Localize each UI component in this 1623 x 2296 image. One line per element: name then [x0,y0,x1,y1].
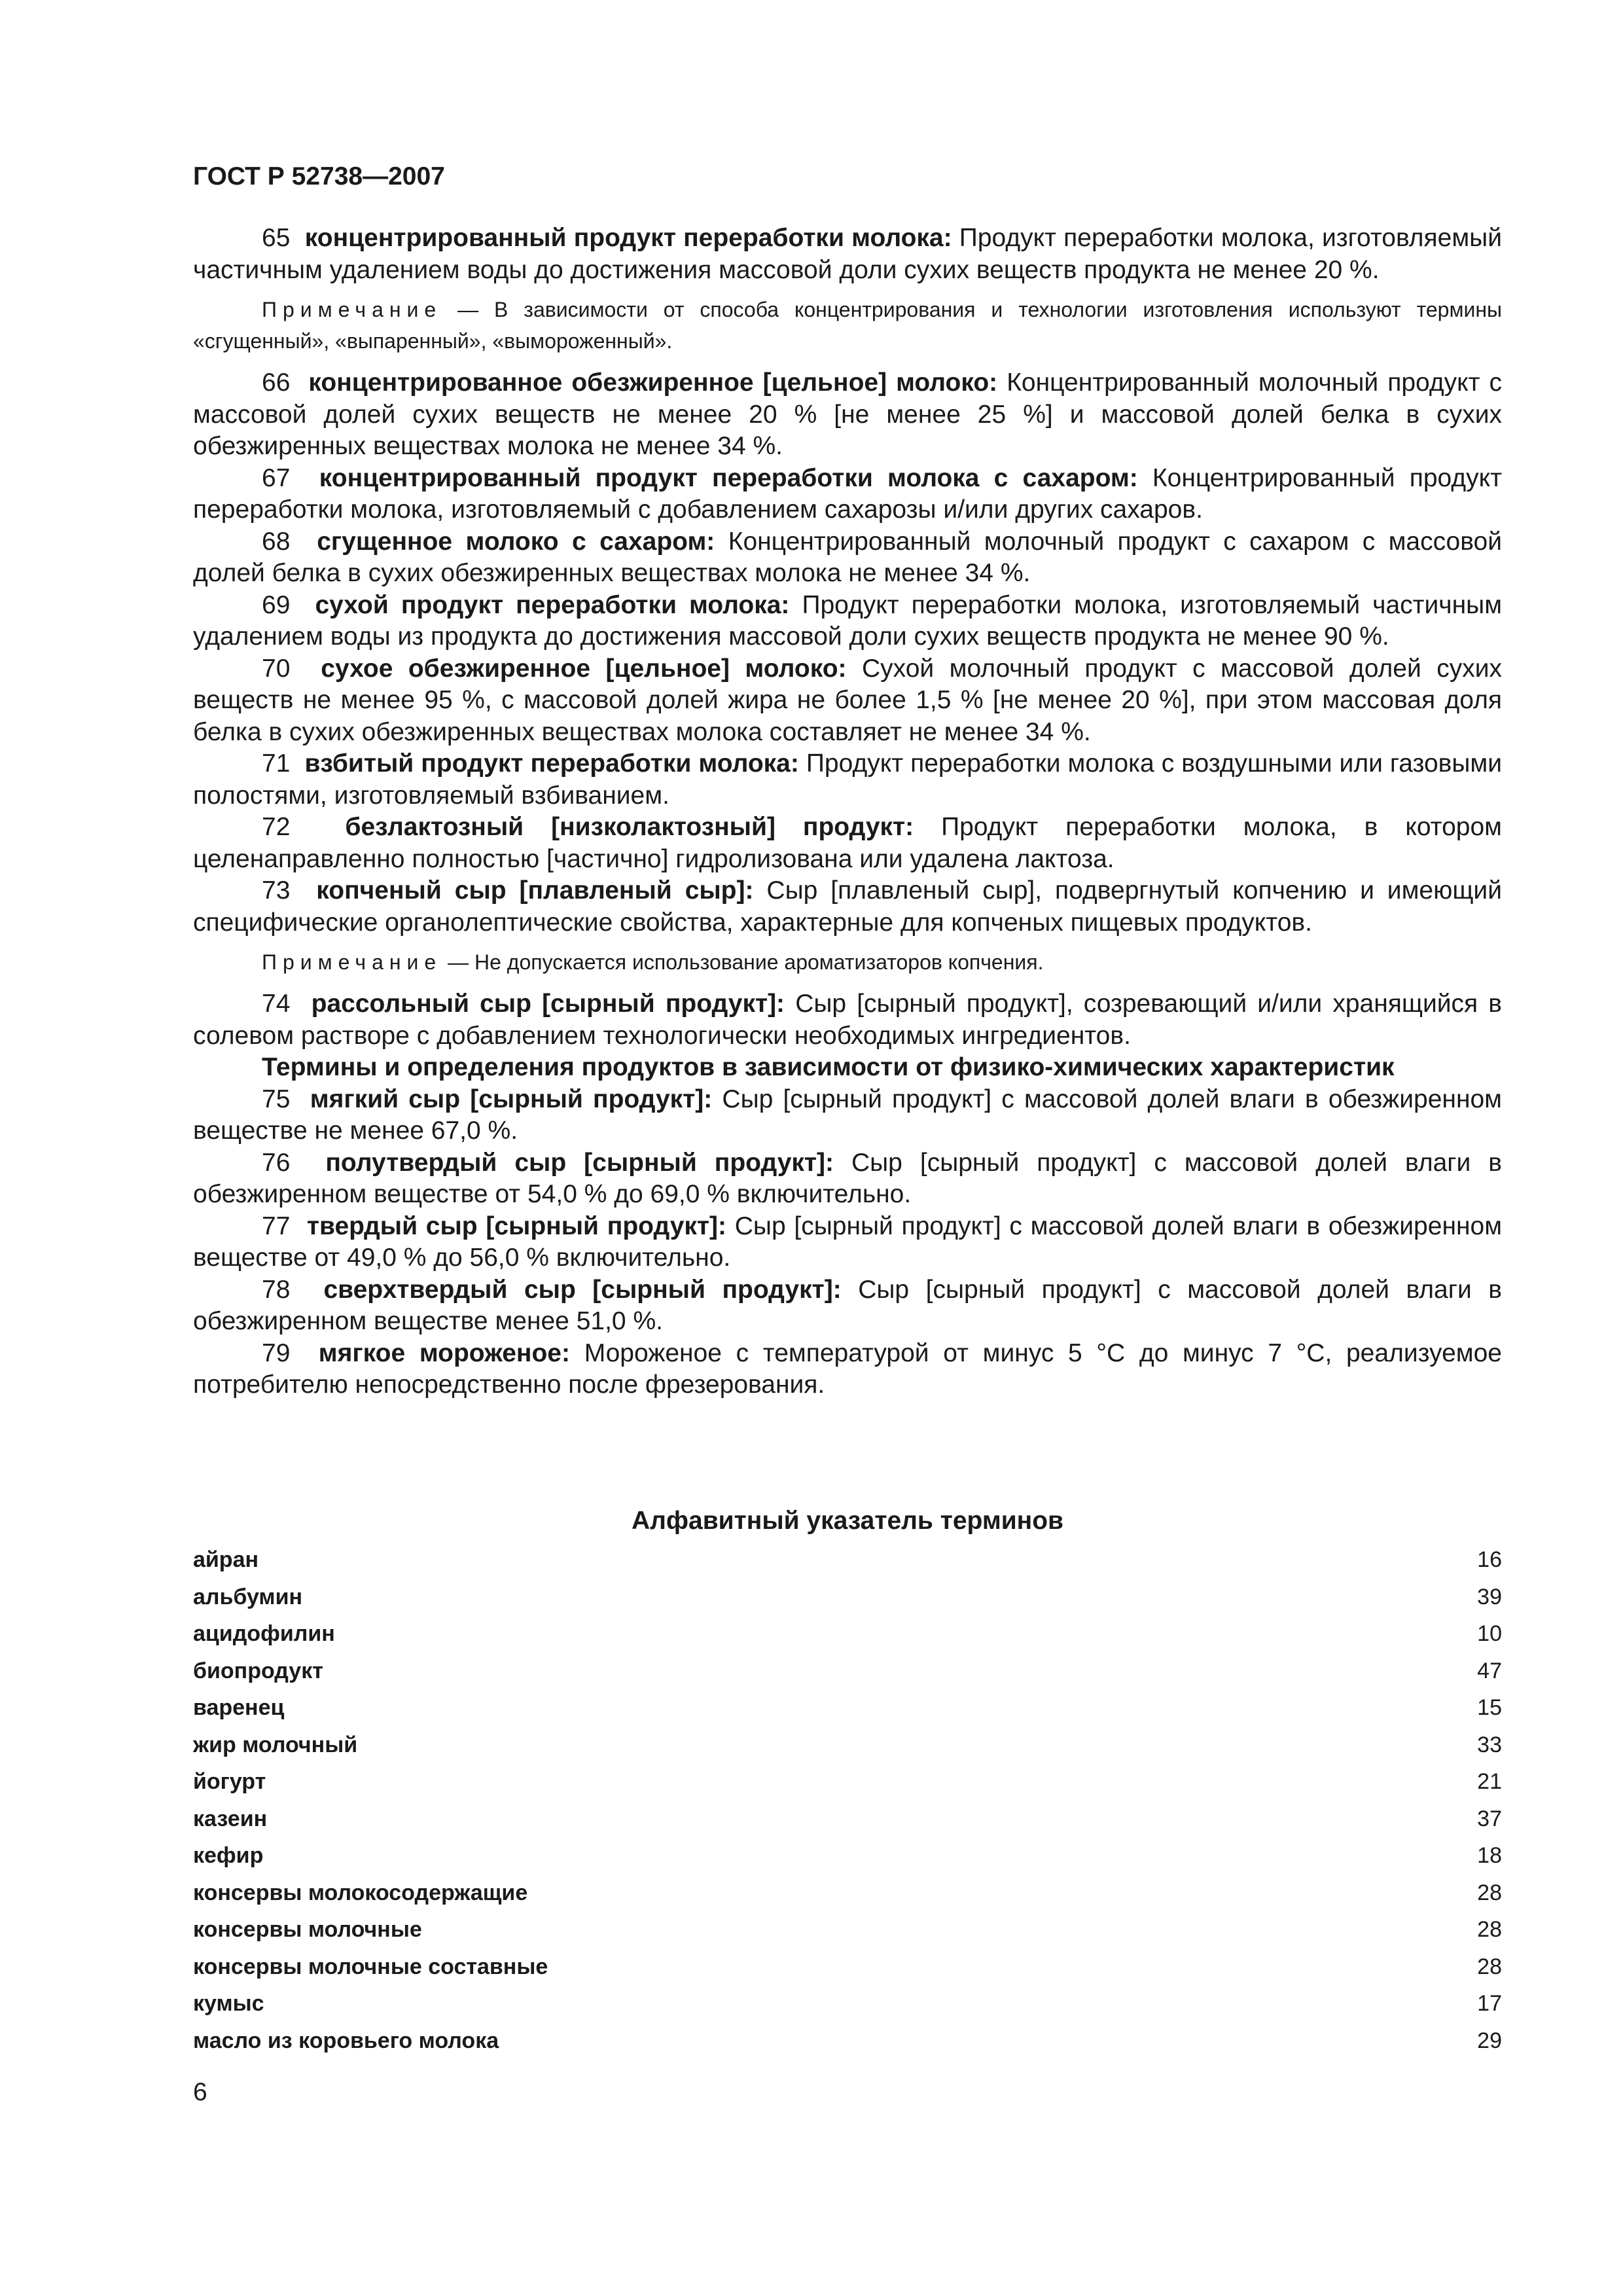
index-page: 28 [1477,1880,1502,1905]
entry-78 [193,1274,1502,1338]
note-text: — В зависимости от способа концентрирования и технологии изготовления используют термины «сгущенный», «выпаренный», «вымороженный». [193,298,1503,353]
index-term: йогурт [193,1769,266,1794]
definitions-list [193,223,1502,1401]
index-term: биопродукт [193,1658,323,1683]
index-page: 47 [1477,1658,1502,1683]
entry-term: твердый сыр [сырный продукт]: [306,1211,726,1240]
entry-term: безлактозный [низколактозный] продукт: [345,813,914,841]
index-page: 10 [1477,1621,1502,1646]
entry-74 [193,988,1502,1052]
entry-definition: Продукт переработки молока с воздушными или газовыми полостями, изготовляемый взбиванием. [193,749,1502,810]
entry-definition: Сыр [сырный продукт], созревающий и/или хранящийся в солевом растворе с добавлением технологически необходимых ингредиентов. [193,990,1502,1050]
note-label: Примечание [262,950,442,974]
entry-71 [193,748,1502,812]
index-term: консервы молокосодержащие [193,1880,528,1905]
entry-number: 70 [262,654,291,683]
index-row [193,1801,1502,1838]
page-number: 6 [193,2078,207,2106]
index-row [193,1874,1502,1912]
entry-definition: Продукт переработки молока, изготовляемый частичным удалением воды из продукта до достижения массовой доли сухих веществ продукта не менее 90 %. [193,590,1503,651]
entry-definition: Сухой молочный продукт с массовой долей сухих веществ не менее 95 %, с массовой долей жира не более 1,5 % [не менее 20 %], при этом массовая доля белка в сухих обезжиренных веществах молока составляет не менее 34 %. [193,654,1502,746]
entry-definition: Продукт переработки молока, в котором целенаправленно полностью [частично] гидролизована или удалена лактоза. [193,813,1502,873]
entry-76 [193,1147,1502,1211]
note-label: Примечание [262,298,442,321]
entry-75 [193,1084,1502,1147]
index-term: ацидофилин [193,1621,335,1646]
entry-number: 65 [262,224,291,252]
entry-number: 72 [262,813,291,841]
entry-number: 75 [262,1085,291,1113]
entry-term: мягкий сыр [сырный продукт]: [310,1085,713,1113]
index-row [193,1763,1502,1801]
entry-term: концентрированный продукт переработки молока с сахаром: [319,463,1138,492]
index-page: 33 [1477,1732,1502,1757]
index-row [193,1837,1502,1874]
index-row [193,1985,1502,2022]
entry-number: 79 [262,1338,291,1367]
entry-number: 71 [262,749,291,778]
index-page: 39 [1477,1584,1502,1609]
entry-term: концентрированное обезжиренное [цельное] молоко: [308,368,998,397]
entry-definition: Концентрированный молочный продукт с сахаром с массовой долей белка в сухих обезжиренных веществах молока не менее 34 %. [193,527,1502,587]
entry-definition: Сыр [сырный продукт] с массовой долей влаги в обезжиренном веществе от 49,0 % до 56,0 % включительно. [193,1211,1503,1272]
entry-number: 68 [262,527,291,556]
entry-definition: Концентрированный молочный продукт с массовой долей сухих веществ не менее 20 % [не менее 25 %] и массовой долей белка в сухих обезжиренных веществах молока не менее 34 %. [193,368,1502,460]
index-term: айран [193,1547,259,1572]
entry-definition: Сыр [плавленый сыр], подвергнутый копчению и имеющий специфические органолептические свойства, характерные для копченых пищевых продуктов. [193,876,1502,937]
index-term: кефир [193,1843,264,1868]
note-1 [193,294,1502,357]
index-page: 28 [1477,1954,1502,1979]
index-row [193,1541,1502,1579]
entry-definition: Сыр [сырный продукт] с массовой долей влаги в обезжиренном веществе менее 51,0 %. [193,1275,1503,1335]
index-row [193,1579,1502,1616]
index-title: Алфавитный указатель терминов [631,1507,1064,1535]
alphabetical-index [193,1541,1502,2059]
entry-term: сгущенное молоко с сахаром: [317,527,715,556]
entry-term: полутвердый сыр [сырный продукт]: [325,1148,834,1177]
index-row [193,1615,1502,1653]
section-heading: Термины и определения продуктов в зависимости от физико-химических характеристик [262,1053,1395,1081]
index-row [193,1948,1502,1986]
entry-79 [193,1338,1502,1401]
document-header: ГОСТ Р 52738—2007 [193,162,445,190]
entry-term: взбитый продукт переработки молока: [304,749,799,778]
entry-definition: Сыр [сырный продукт] с массовой долей влаги в обезжиренном веществе от 54,0 % до 69,0 % включительно. [193,1148,1502,1208]
entry-term: концентрированный продукт переработки молока: [304,224,952,252]
entry-77 [193,1211,1502,1274]
entry-term: сверхтвердый сыр [сырный продукт]: [323,1275,842,1304]
index-page: 37 [1477,1806,1502,1831]
entry-number: 77 [262,1211,291,1240]
index-page: 17 [1477,1991,1502,2016]
entry-number: 78 [262,1275,291,1304]
index-term: варенец [193,1695,285,1720]
entry-term: мягкое мороженое: [318,1338,570,1367]
note-2 [193,946,1502,978]
index-term: консервы молочные [193,1917,422,1942]
entry-67 [193,463,1502,526]
index-page: 15 [1477,1695,1502,1720]
index-row [193,1727,1502,1764]
entry-68 [193,526,1502,590]
entry-term: сухое обезжиренное [цельное] молоко: [321,654,847,683]
entry-66 [193,367,1502,463]
index-page: 29 [1477,2028,1502,2053]
entry-definition: Продукт переработки молока, изготовляемый частичным удалением воды до достижения массовой доли сухих веществ продукта не менее 20 %. [193,224,1502,284]
entry-number: 76 [262,1148,291,1177]
entry-number: 69 [262,590,291,619]
index-page: 18 [1477,1843,1502,1868]
entry-term: рассольный сыр [сырный продукт]: [311,990,785,1018]
index-page: 21 [1477,1769,1502,1794]
index-term: жир молочный [193,1732,358,1757]
index-term: казеин [193,1806,268,1831]
index-row [193,2022,1502,2060]
entry-number: 66 [262,368,291,397]
index-term: альбумин [193,1584,303,1609]
index-term: кумыс [193,1991,264,2016]
entry-number: 74 [262,990,291,1018]
entry-definition: Сыр [сырный продукт] с массовой долей влаги в обезжиренном веществе не менее 67,0 %. [193,1085,1502,1145]
entry-65 [193,223,1502,286]
entry-72 [193,812,1502,875]
index-row [193,1689,1502,1727]
index-page: 16 [1477,1547,1502,1572]
entry-definition: Концентрированный продукт переработки молока, изготовляемый с добавлением сахарозы и/или других сахаров. [193,463,1503,524]
entry-term: копченый сыр [плавленый сыр]: [316,876,754,905]
index-page: 28 [1477,1917,1502,1942]
entry-69 [193,590,1502,653]
entry-number: 67 [262,463,291,492]
entry-73 [193,875,1502,939]
index-term: масло из коровьего молока [193,2028,499,2053]
entry-term: сухой продукт переработки молока: [315,590,790,619]
entry-definition: Мороженое с температурой от минус 5 °С до минус 7 °С, реализуемое потребителю непосредственно после фрезерования. [193,1338,1502,1399]
entry-number: 73 [262,876,291,905]
index-term: консервы молочные составные [193,1954,548,1979]
entry-70 [193,653,1502,749]
index-row [193,1653,1502,1690]
index-row [193,1911,1502,1948]
note-text: — Не допускается использование ароматизаторов копчения. [448,950,1044,974]
